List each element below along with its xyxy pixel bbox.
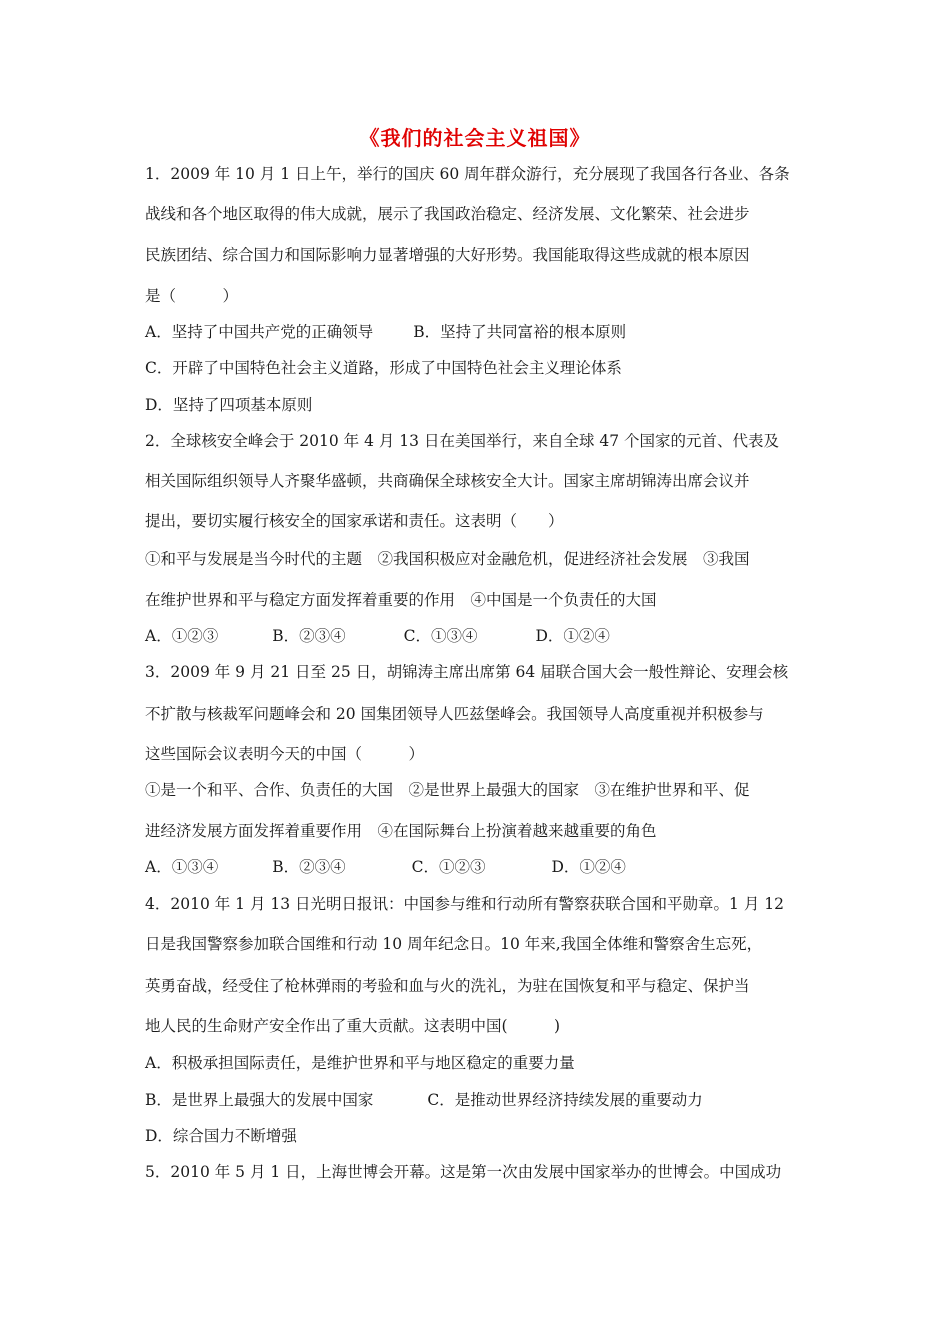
- question-1-options-ab: [145, 322, 626, 342]
- question-1-option-c: C．开辟了中国特色社会主义道路，形成了中国特色社会主义理论体系: [145, 359, 622, 377]
- question-3-option-c: C．①②③: [411, 858, 486, 876]
- question-4-option-d: D．综合国力不断增强: [145, 1127, 297, 1145]
- question-3-option-d: D．①②④: [551, 858, 626, 876]
- question-4-line-1: 4．2010 年 1 月 13 日光明日报讯：中国参与维和行动所有警察获联合国和平勋章。1 月 12: [145, 895, 784, 913]
- question-5-line-1: 5．2010 年 5 月 1 日，上海世博会开幕。这是第一次由发展中国家举办的世博会。中国成功: [145, 1163, 782, 1181]
- question-1-line-1: 1．2009 年 10 月 1 日上午，举行的国庆 60 周年群众游行，充分展现了我国各行各业、各条: [145, 165, 790, 183]
- question-1-option-d: D．坚持了四项基本原则: [145, 396, 313, 414]
- question-2-option-a: A．①②③: [145, 627, 219, 645]
- page-title: 《我们的社会主义祖国》: [359, 126, 591, 150]
- question-2-option-d: D．①②④: [535, 627, 610, 645]
- question-3-option-a: A．①③④: [145, 858, 219, 876]
- question-2-option-c: C．①③④: [403, 627, 478, 645]
- question-4-option-c: C．是推动世界经济持续发展的重要动力: [427, 1091, 703, 1109]
- question-2-options: [145, 626, 610, 646]
- question-3-line-1: 3．2009 年 9 月 21 日至 25 日，胡锦涛主席出席第 64 届联合国大会一般性辩论、安理会核: [145, 663, 789, 681]
- question-1-option-b: B．坚持了共同富裕的根本原则: [413, 323, 627, 341]
- question-2-line-2: 相关国际组织领导人齐聚华盛顿，共商确保全球核安全大计。国家主席胡锦涛出席会议并: [145, 472, 750, 490]
- question-1-line-3: 民族团结、综合国力和国际影响力显著增强的大好形势。我国能取得这些成就的根本原因: [145, 246, 750, 264]
- question-4-option-a: A．积极承担国际责任，是维护世界和平与地区稳定的重要力量: [145, 1054, 575, 1072]
- question-3-statements-2: 进经济发展方面发挥着重要作用 ④在国际舞台上扮演着越来越重要的角色: [145, 822, 657, 840]
- question-2-line-1: 2．全球核安全峰会于 2010 年 4 月 13 日在美国举行，来自全球 47 个国家的元首、代表及: [145, 432, 780, 450]
- question-2-line-3: 提出，要切实履行核安全的国家承诺和责任。这表明（ ）: [145, 512, 564, 530]
- question-2-statements-2: 在维护世界和平与稳定方面发挥着重要的作用 ④中国是一个负责任的大国: [145, 591, 657, 609]
- question-1-line-4: 是（ ）: [145, 287, 239, 305]
- question-4-option-b: B．是世界上最强大的发展中国家: [145, 1091, 374, 1109]
- question-2-option-b: B．②③④: [272, 627, 346, 645]
- question-2-statements-1: ①和平与发展是当今时代的主题 ②我国积极应对金融危机，促进经济社会发展 ③我国: [145, 550, 750, 568]
- question-1-line-2: 战线和各个地区取得的伟大成就，展示了我国政治稳定、经济发展、文化繁荣、社会进步: [145, 205, 750, 223]
- question-3-options: [145, 857, 626, 877]
- question-4-options-bc: [145, 1090, 703, 1110]
- question-3-line-3: 这些国际会议表明今天的中国（ ）: [145, 745, 425, 763]
- question-4-line-4: 地人民的生命财产安全作出了重大贡献。这表明中国( ): [145, 1017, 561, 1035]
- question-3-option-b: B．②③④: [272, 858, 346, 876]
- question-4-line-3: 英勇奋战，经受住了枪林弹雨的考验和血与火的洗礼，为驻在国恢复和平与稳定、保护当: [145, 977, 750, 995]
- question-3-statements-1: ①是一个和平、合作、负责任的大国 ②是世界上最强大的国家 ③在维护世界和平、促: [145, 781, 750, 799]
- question-3-line-2: 不扩散与核裁军问题峰会和 20 国集团领导人匹兹堡峰会。我国领导人高度重视并积极参与: [145, 705, 764, 723]
- question-4-line-2: 日是我国警察参加联合国维和行动 10 周年纪念日。10 年来,我国全体维和警察舍生忘死，: [145, 935, 763, 953]
- question-1-option-a: A．坚持了中国共产党的正确领导: [145, 323, 374, 341]
